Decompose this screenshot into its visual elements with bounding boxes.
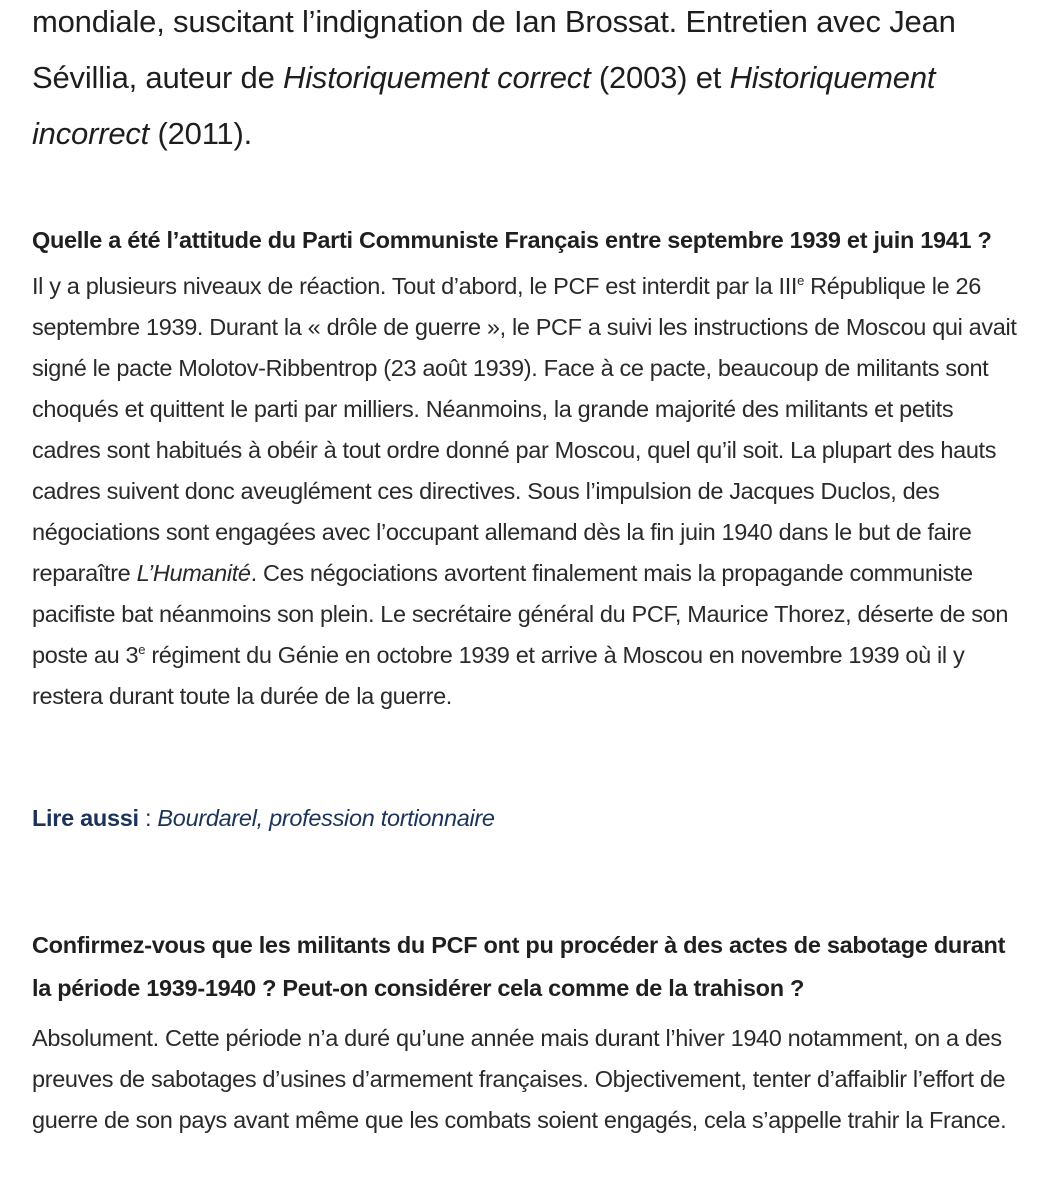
intro-line-1: mondiale, suscitant l’indignation de Ian Brossat. Entretien avec Jean <box>32 4 956 39</box>
newspaper-title: L’Humanité <box>136 560 251 586</box>
intro-year-text: (2003) et <box>590 60 730 95</box>
answer-1-text-a: Il y a plusieurs niveaux de réaction. Tout d’abord, le PCF est interdit par la III <box>32 273 798 299</box>
book-title-incorrect-part1: Historiquement <box>729 60 936 95</box>
answer-1-text-d: régiment du Génie en octobre 1939 et arrive à Moscou en novembre 1939 où il y restera durant toute la durée de la guerre. <box>32 642 965 709</box>
read-also <box>32 796 495 840</box>
intro-year-end: (2011). <box>149 116 253 151</box>
superscript-e: e <box>797 273 804 289</box>
answer-1-text-b: République le 26 septembre 1939. Durant la « drôle de guerre », le PCF a suivi les instructions de Moscou qui avait signé le pacte Molotov-Ribbentrop (23 août 1939). Face à ce pacte, beaucoup de militants sont choqués et quittent le parti par milliers. Néanmoins, la grande majorité des militants et petits cadres sont habitués à obéir à tout ordre donné par Moscou, quel qu’il soit. La plupart des hauts cadres suivent donc aveuglément ces directives. Sous l’impulsion de Jacques Duclos, des négociations sont engagées avec l’occupant allemand dès la fin juin 1940 dans le but de faire reparaître <box>32 273 1017 586</box>
article-intro <box>32 0 992 162</box>
answer-paragraph-1 <box>32 266 1022 717</box>
intro-line-2: Sévillia, auteur de <box>32 60 284 95</box>
superscript-e: e <box>138 642 146 658</box>
question-heading-2: Confirmez-vous que les militants du PCF ont pu procéder à des actes de sabotage durant la période 1939-1940 ? Peut-on considérer cela comme de la trahison ? <box>32 932 1006 1001</box>
book-title-correct: Historiquement correct <box>283 60 591 95</box>
book-title-incorrect-part2: incorrect <box>32 116 150 151</box>
answer-1-text-c: . Ces négociations avortent finalement mais la propagande communiste pacifiste bat néanmoins son plein. Le secrétaire général du PCF, Maurice Thorez, déserte de son poste au 3 <box>32 560 1009 668</box>
answer-paragraph-2: Absolument. Cette période n’a duré qu’une année mais durant l’hiver 1940 notamment, on a des preuves de sabotages d’usines d’armement françaises. Objectivement, tenter d’affaiblir l’effort de guerre de son pays avant même que les combats soient engagés, cela s’appelle trahir la France. <box>32 1025 1007 1133</box>
read-also-separator: : <box>138 805 158 831</box>
read-also-link[interactable]: Bourdarel, profession tortionnaire <box>157 805 495 831</box>
read-also-label: Lire aussi <box>32 805 139 831</box>
question-heading-1: Quelle a été l’attitude du Parti Communiste Français entre septembre 1939 et juin 1941 ? <box>32 227 992 253</box>
